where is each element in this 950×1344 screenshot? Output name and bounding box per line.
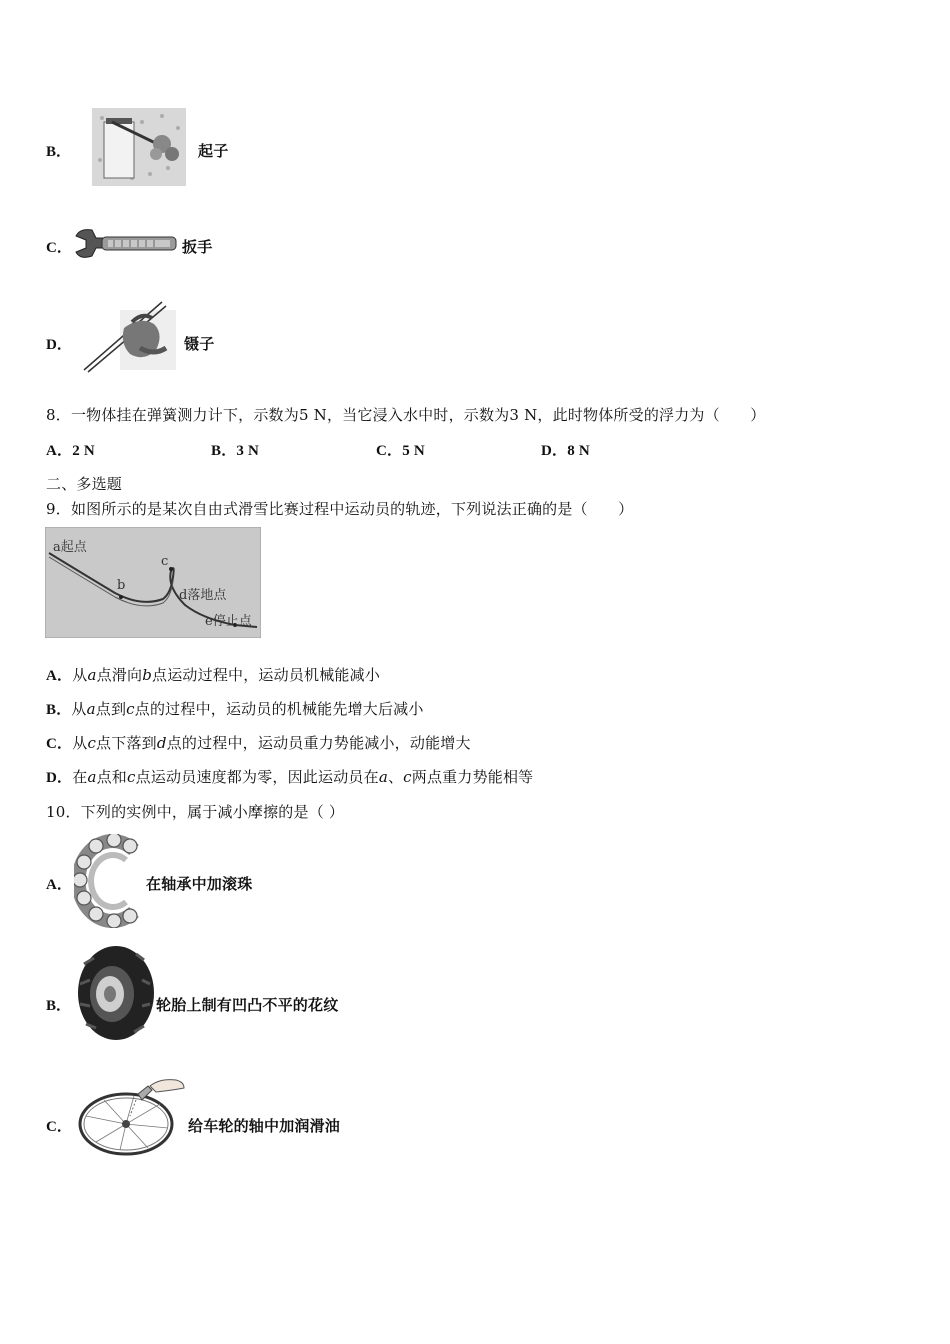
figure-label-e: e停止点 [205,614,252,629]
option-text: 给车轮的轴中加润滑油 [188,1117,341,1135]
option-text: 、 [387,768,404,786]
option-text: 点运动员速度都为零，因此运动员在 [135,768,379,786]
option-label: A． [46,668,73,684]
option-label: C． [46,736,73,752]
option-text: 镊子 [184,335,215,353]
answer-option-a [46,664,380,685]
point-variable: c [403,768,412,786]
answer-option-a: A．2 N [46,443,95,459]
figure-label-a: a起点 [53,540,87,555]
option-label: B． [46,144,72,160]
option-text: 点的过程中，运动员重力势能减小，动能增大 [166,734,471,752]
answer-option-c: C．5 N [376,443,425,459]
ball-bearing-image [74,834,142,928]
tweezers-image [80,298,176,374]
answer-option-b: B．3 N [211,443,260,459]
option-label: B． [46,702,72,718]
point-variable: a [86,700,96,718]
option-text: 点到 [95,700,127,718]
option-text: 点和 [96,768,127,786]
question-stem: 8．一物体挂在弹簧测力计下，示数为5 N，当它浸入水中时，示数为3 N，此时物体所受的浮力为（ ） [46,406,766,424]
option-text: 从 [71,700,87,718]
option-text: 扳手 [182,238,213,256]
figure-label-d: d落地点 [179,588,227,603]
figure-label-c: c [161,554,169,569]
option-text: 点下落到 [96,734,157,752]
ski-trajectory-figure [45,527,261,638]
point-variable: d [156,734,167,752]
option-text: 在轴承中加滚珠 [146,875,253,893]
answer-option-c [46,732,471,753]
option-text: 从 [72,734,88,752]
answer-option-b [46,698,424,719]
point-variable: c [127,768,136,786]
option-text: 两点重力势能相等 [411,768,534,786]
option-text: 从 [72,666,88,684]
question-stem: 10．下列的实例中，属于减小摩擦的是（ ） [46,803,345,821]
answer-option-d: D．8 N [541,443,590,459]
tire-image [74,944,156,1042]
wrench-image [74,226,178,262]
option-label: B． [46,998,72,1014]
point-variable: c [87,734,97,752]
option-text: 在 [72,768,88,786]
section-heading: 二、多选题 [46,475,123,493]
option-text: 点的过程中，运动员的机械能先增大后减小 [134,700,424,718]
option-text: 起子 [198,142,229,160]
option-text: 点运动过程中，运动员机械能减小 [152,666,381,684]
answer-option-d [46,766,533,787]
point-variable: a [378,768,388,786]
bottle-opener-image [92,108,186,186]
option-label: C． [46,1119,72,1135]
option-label: D． [46,770,73,786]
point-variable: a [87,768,97,786]
point-variable: a [87,666,97,684]
option-label: D． [46,337,72,353]
option-text: 点滑向 [96,666,143,684]
option-label: C． [46,240,72,256]
option-text: 轮胎上制有凹凸不平的花纹 [156,996,339,1014]
bicycle-wheel-oil-image [76,1076,186,1158]
figure-label-b: b [117,578,126,593]
question-stem: 9．如图所示的是某次自由式滑雪比赛过程中运动员的轨迹，下列说法正确的是（ ） [46,500,634,518]
option-label: A． [46,877,72,893]
point-variable: c [126,700,135,718]
point-variable: b [142,666,153,684]
